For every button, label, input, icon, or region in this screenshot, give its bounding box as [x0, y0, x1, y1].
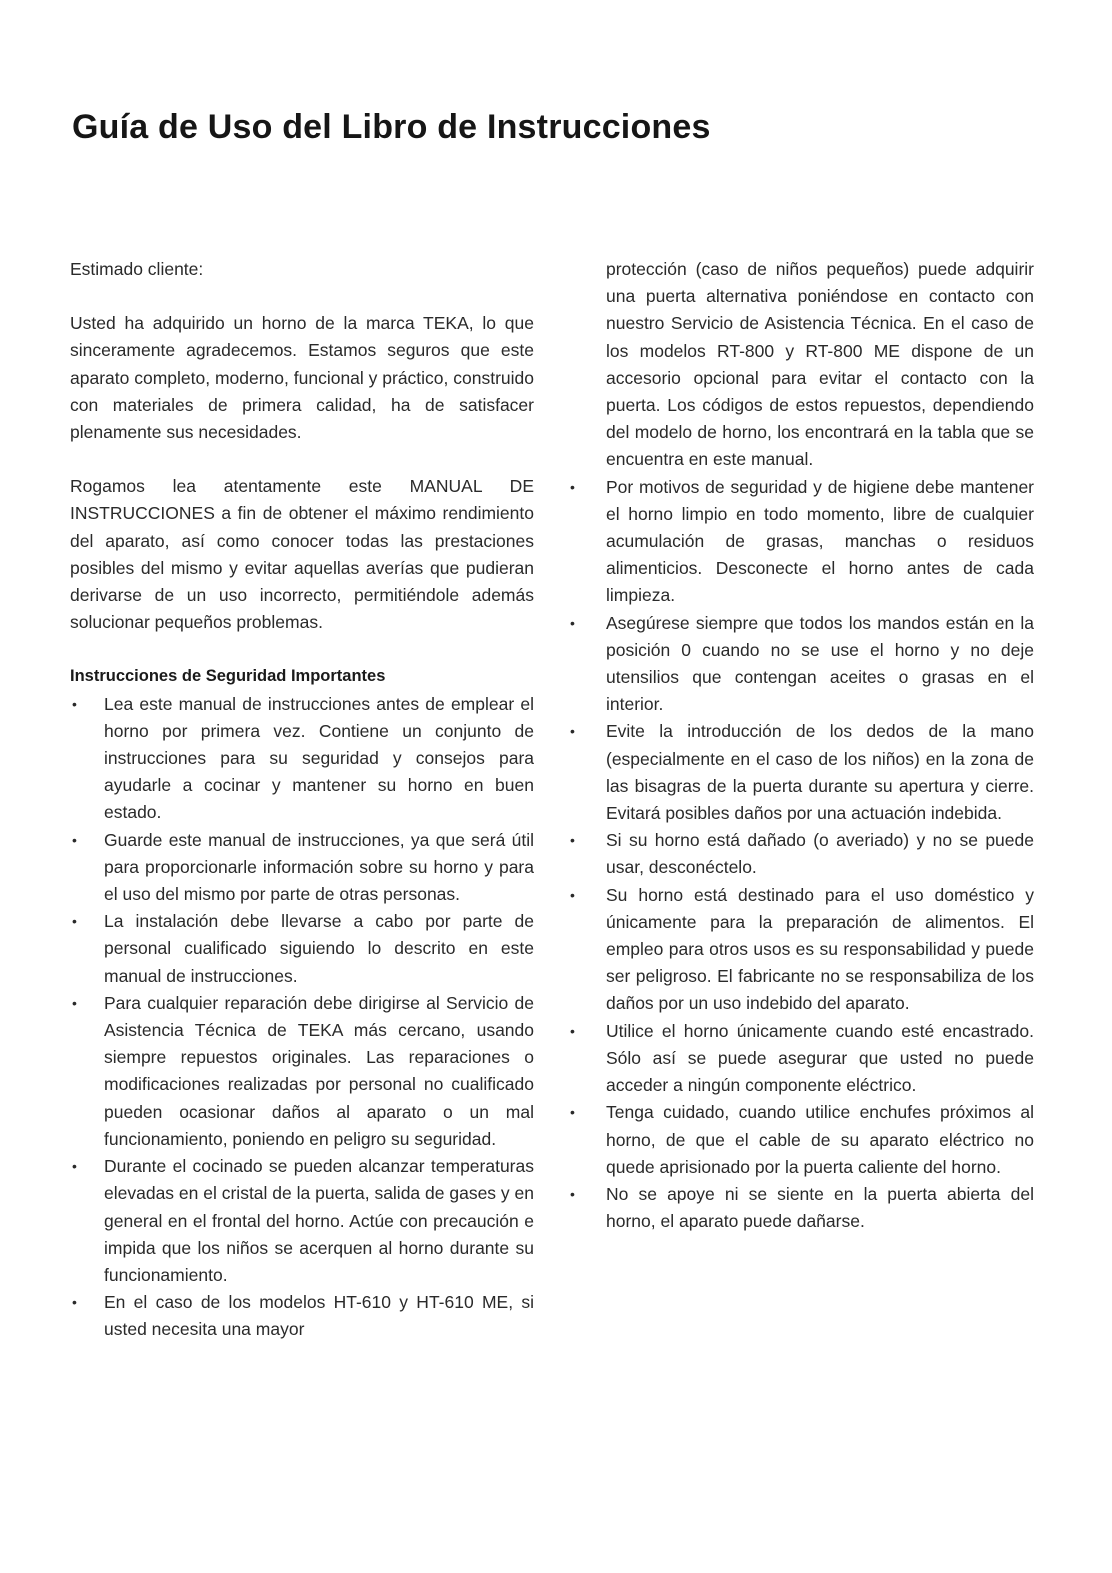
list-item	[70, 691, 534, 827]
list-item	[70, 990, 534, 1153]
list-item-text: Su horno está destinado para el uso doméstico y únicamente para la preparación de alimentos. El empleo para otros usos es su responsabilidad y puede ser peligroso. El fabricante no se responsabiliza de los daños por un uso indebido del aparato.	[606, 884, 1034, 1014]
left-column	[70, 256, 534, 1344]
list-item	[70, 1289, 534, 1343]
bullet-icon: •	[570, 832, 575, 849]
list-item-text: Para cualquier reparación debe dirigirse al Servicio de Asistencia Técnica de TEKA más cercano, usando siempre repuestos originales. Las reparaciones o modificaciones realizadas por personal no cualificado pueden ocasionar daños al aparato o un mal funcionamiento, poniendo en peligro su seguridad.	[104, 992, 534, 1149]
bullet-icon: •	[72, 1158, 77, 1175]
bullet-icon: •	[72, 913, 77, 930]
list-item-text: Asegúrese siempre que todos los mandos están en la posición 0 cuando no se use el horno y no deje utensilios que contengan aceites o grasas en el interior.	[606, 612, 1034, 715]
section-heading: Instrucciones de Seguridad Importantes	[70, 667, 386, 686]
page-title: Guía de Uso del Libro de Instrucciones	[72, 108, 711, 146]
list-item-text: Lea este manual de instrucciones antes de emplear el horno por primera vez. Contiene un conjunto de instrucciones para su seguridad y consejos para ayudarle a cocinar y mantener su horno en buen estado.	[104, 693, 534, 823]
bullet-icon: •	[570, 886, 575, 903]
list-item	[570, 827, 1034, 881]
list-item-text: En el caso de los modelos HT-610 y HT-610 ME, si usted necesita una mayor	[104, 1292, 534, 1340]
list-item	[70, 1153, 534, 1289]
list-item-text: Utilice el horno únicamente cuando esté encastrado. Sólo así se puede asegurar que usted no puede acceder a ningún componente eléctrico.	[606, 1020, 1034, 1096]
bullet-icon: •	[570, 1022, 575, 1039]
bullet-icon: •	[570, 723, 575, 740]
list-item-text: La instalación debe llevarse a cabo por parte de personal cualificado siguiendo lo descrito en este manual de instrucciones.	[104, 911, 534, 986]
bullet-icon: •	[570, 478, 575, 495]
bullet-icon: •	[72, 1294, 77, 1311]
bullet-icon: •	[570, 1185, 575, 1202]
bullet-icon: •	[570, 614, 575, 631]
greeting: Estimado cliente:	[70, 259, 204, 279]
safety-list-continued	[570, 474, 1034, 1236]
safety-list	[70, 691, 534, 1344]
list-item	[570, 1181, 1034, 1235]
right-column	[570, 256, 1034, 1235]
intro-paragraph: Rogamos lea atentamente este MANUAL DE INSTRUCCIONES a fin de obtener el máximo rendimiento del aparato, así como conocer todas las prestaciones posibles del mismo y evitar aquellas averías que pudieran derivarse de un uso incorrecto, permitiéndole además solucionar pequeños problemas.	[70, 476, 534, 633]
list-item-text: No se apoye ni se siente en la puerta abierta del horno, el aparato puede dañarse.	[606, 1183, 1034, 1232]
continuation-paragraph: protección (caso de niños pequeños) puede adquirir una puerta alternativa poniéndose en contacto con nuestro Servicio de Asistencia Técnica. En el caso de los modelos RT-800 y RT-800 ME dispone de un accesorio opcional para evitar el contacto con la puerta. Los códigos de estos repuestos, dependiendo del modelo de horno, los encontrará en la tabla que se encuentra en este manual.	[606, 259, 1034, 470]
bullet-icon: •	[72, 994, 77, 1011]
bullet-icon: •	[72, 695, 77, 712]
list-item-text: Si su horno está dañado (o averiado) y no se puede usar, desconéctelo.	[606, 830, 1034, 878]
bullet-icon: •	[72, 831, 77, 848]
bullet-icon: •	[570, 1104, 575, 1121]
list-item-text: Evite la introducción de los dedos de la mano (especialmente en el caso de los niños) en la zona de las bisagras de la puerta durante su apertura y cierre. Evitará posibles daños por una actuación indebida.	[606, 721, 1034, 824]
list-item	[570, 882, 1034, 1018]
list-item	[570, 718, 1034, 827]
list-item	[570, 610, 1034, 719]
list-item	[570, 1018, 1034, 1100]
list-item	[570, 1099, 1034, 1181]
list-item-text: Guarde este manual de instrucciones, ya que será útil para proporcionarle información sobre su horno y para el uso del mismo por parte de otras personas.	[104, 829, 534, 905]
list-item	[70, 908, 534, 990]
list-item-text: Tenga cuidado, cuando utilice enchufes próximos al horno, de que el cable de su aparato eléctrico no quede aprisionado por la puerta caliente del horno.	[606, 1102, 1034, 1177]
list-item	[70, 827, 534, 909]
intro-paragraph: Usted ha adquirido un horno de la marca TEKA, lo que sinceramente agradecemos. Estamos seguros que este aparato completo, moderno, funcional y práctico, construido con materiales de primera calidad, ha de satisfacer plenamente sus necesidades.	[70, 313, 535, 443]
list-item-text: Durante el cocinado se pueden alcanzar temperaturas elevadas en el cristal de la puerta, salida de gases y en general en el frontal del horno. Actúe con precaución e impida que los niños se acerquen al horno durante su funcionamiento.	[104, 1156, 534, 1285]
list-item	[570, 474, 1034, 610]
list-item-text: Por motivos de seguridad y de higiene debe mantener el horno limpio en todo momento, libre de cualquier acumulación de grasas, manchas o residuos alimenticios. Desconecte el horno antes de cada limpieza.	[606, 476, 1034, 606]
